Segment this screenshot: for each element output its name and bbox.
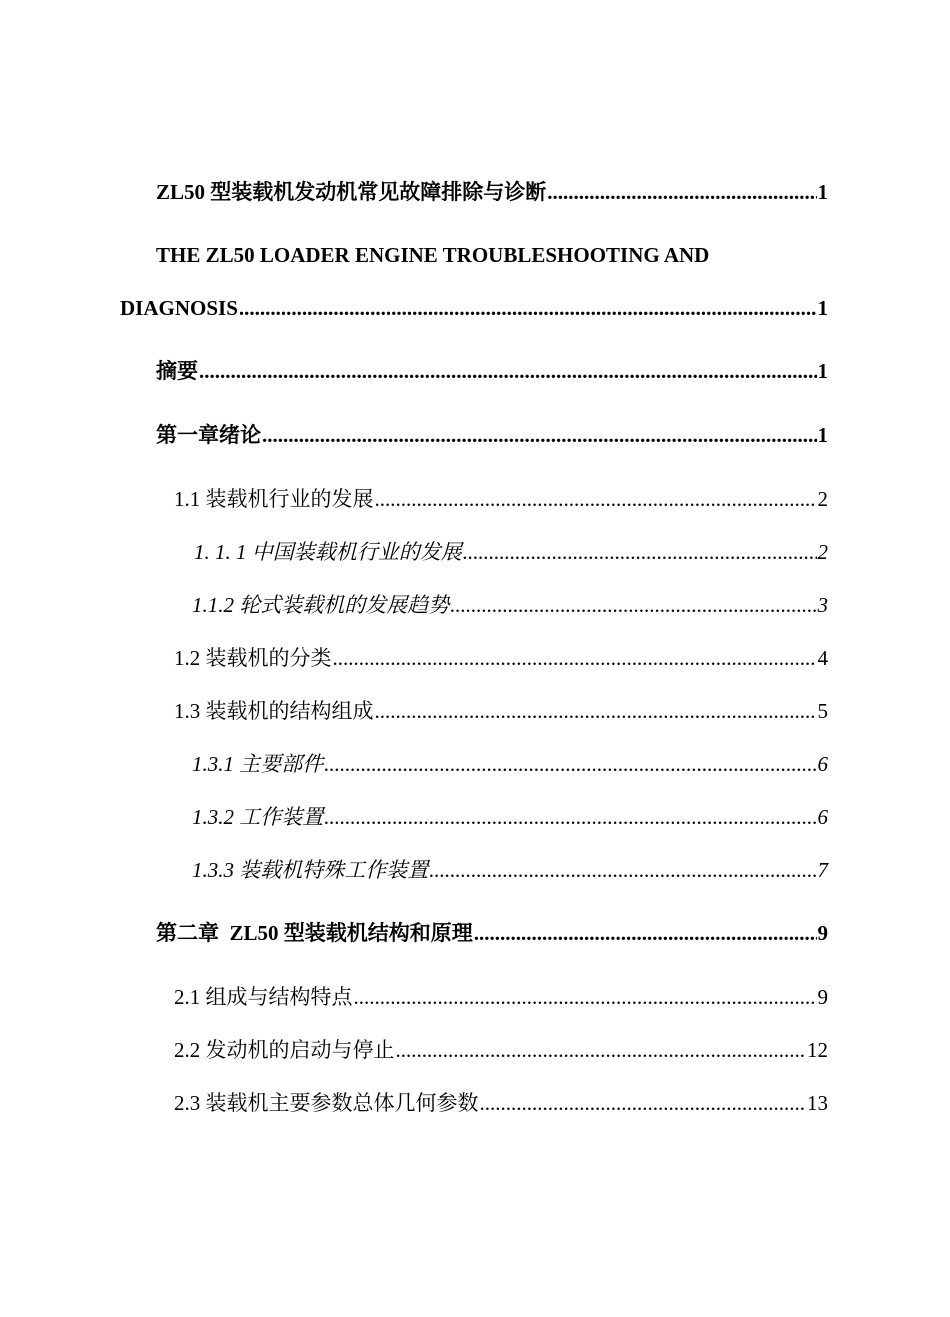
toc-entry-2-2[interactable] bbox=[174, 1036, 828, 1064]
toc-entry-text: 1.3.2 工作装置 bbox=[192, 805, 324, 829]
toc-entry-text: 1.3.1 主要部件 bbox=[192, 752, 324, 776]
toc-entry-text: 2.3 装载机主要参数总体几何参数 bbox=[174, 1091, 479, 1115]
toc-entry-title-cn[interactable] bbox=[156, 178, 828, 206]
toc-entry-1-1-1[interactable] bbox=[194, 538, 828, 566]
toc-page-number: 1 bbox=[817, 296, 828, 320]
toc-dot-leader bbox=[429, 856, 816, 884]
toc-dot-leader bbox=[463, 538, 817, 566]
toc-page-number: 13 bbox=[807, 1091, 828, 1115]
toc-entry-text: 第二章 ZL50 型装载机结构和原理 bbox=[156, 921, 473, 945]
toc-entry-1-3-1[interactable] bbox=[192, 750, 828, 778]
toc-page-number: 3 bbox=[817, 593, 828, 617]
toc-entry-2-1[interactable] bbox=[174, 983, 828, 1011]
toc-dot-leader bbox=[262, 421, 817, 449]
toc-entry-text: 2.2 发动机的启动与停止 bbox=[174, 1038, 395, 1062]
toc-dot-leader bbox=[547, 178, 816, 206]
toc-entry-abstract[interactable] bbox=[156, 357, 828, 385]
toc-page-number: 6 bbox=[817, 752, 828, 776]
toc-entry-title-en[interactable] bbox=[120, 294, 828, 322]
toc-entry-text: 1.1.2 轮式装载机的发展趋势 bbox=[192, 593, 450, 617]
toc-page-number: 5 bbox=[817, 699, 828, 723]
toc-entry-text: DIAGNOSIS bbox=[120, 296, 238, 320]
toc-dot-leader bbox=[239, 294, 817, 322]
toc-page-number: 12 bbox=[807, 1038, 828, 1062]
toc-page-number: 2 bbox=[817, 540, 828, 564]
toc-dot-leader bbox=[375, 697, 817, 725]
toc-dot-leader bbox=[324, 803, 816, 831]
toc-entry-title-en-line1[interactable]: THE ZL50 LOADER ENGINE TROUBLESHOOTING AND bbox=[156, 243, 710, 267]
toc-page-number: 6 bbox=[817, 805, 828, 829]
toc-entry-1-1-2[interactable] bbox=[192, 591, 828, 619]
toc-page-number: 9 bbox=[817, 985, 828, 1009]
toc-entry-2-3[interactable] bbox=[174, 1089, 828, 1117]
toc-entry-chapter-2[interactable] bbox=[156, 919, 828, 947]
toc-entry-text: 摘要 bbox=[156, 359, 198, 383]
toc-entry-1-2[interactable] bbox=[174, 644, 828, 672]
toc-entry-text: 1.2 装载机的分类 bbox=[174, 646, 332, 670]
toc-dot-leader bbox=[375, 485, 817, 513]
toc-dot-leader bbox=[354, 983, 817, 1011]
toc-page-number: 1 bbox=[817, 423, 828, 447]
toc-entry-text: 1. 1. 1 中国装载机行业的发展 bbox=[194, 540, 462, 564]
toc-dot-leader bbox=[474, 919, 817, 947]
toc-page-number: 4 bbox=[817, 646, 828, 670]
toc-page-number: 7 bbox=[817, 858, 828, 882]
toc-dot-leader bbox=[199, 357, 817, 385]
toc-entry-1-3-2[interactable] bbox=[192, 803, 828, 831]
toc-page-number: 1 bbox=[817, 180, 828, 204]
toc-entry-text: 1.1 装载机行业的发展 bbox=[174, 487, 374, 511]
toc-page-number: 9 bbox=[817, 921, 828, 945]
toc-entry-1-1[interactable] bbox=[174, 485, 828, 513]
toc-dot-leader bbox=[396, 1036, 807, 1064]
toc-dot-leader bbox=[480, 1089, 807, 1117]
toc-entry-text: ZL50 型装载机发动机常见故障排除与诊断 bbox=[156, 180, 547, 204]
toc-dot-leader bbox=[324, 750, 816, 778]
toc-entry-1-3[interactable] bbox=[174, 697, 828, 725]
toc-entry-1-3-3[interactable] bbox=[192, 856, 828, 884]
toc-dot-leader bbox=[450, 591, 816, 619]
toc-dot-leader bbox=[333, 644, 817, 672]
toc-entry-text: 1.3.3 装载机特殊工作装置 bbox=[192, 858, 429, 882]
toc-page-number: 2 bbox=[817, 487, 828, 511]
toc-entry-text: 1.3 装载机的结构组成 bbox=[174, 699, 374, 723]
toc-entry-text: 2.1 组成与结构特点 bbox=[174, 985, 353, 1009]
toc-page-number: 1 bbox=[817, 359, 828, 383]
toc-entry-text: 第一章绪论 bbox=[156, 423, 261, 447]
toc-entry-chapter-1[interactable] bbox=[156, 421, 828, 449]
